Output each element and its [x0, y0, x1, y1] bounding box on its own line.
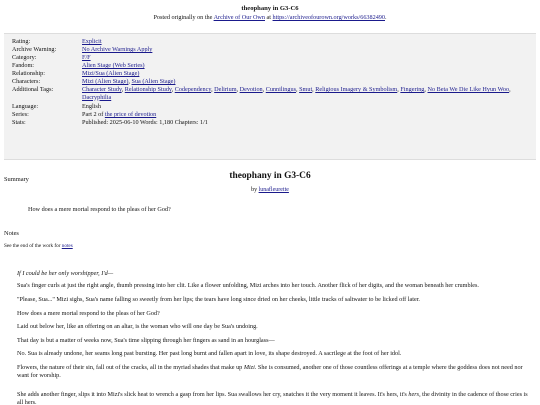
story-paragraph: "Please, Sua..." Mizi sighs, Sua's name falling so sweetly from her lips; the tears have long since dried on her cheeks, little tracks of saltwater to be licked off later. — [17, 296, 420, 303]
meta-label: Category: — [12, 54, 37, 61]
story-paragraph: That day is but a matter of weeks now, Sua's time slipping through her fingers as sand in an hourglass— — [17, 337, 275, 344]
work-url-link[interactable]: https://archiveofourown.org/works/66382490 — [272, 14, 385, 22]
meta-label: Stats: — [12, 119, 26, 126]
notes-end-line — [4, 243, 73, 250]
tag-link[interactable]: Codependency — [174, 86, 212, 93]
story-paragraph: How does a mere mortal respond to the pleas of her God? — [17, 310, 160, 317]
meta-label: Additional Tags: — [12, 86, 54, 93]
posted-suffix: . — [385, 14, 387, 22]
meta-label: Characters: — [12, 78, 41, 85]
document-header — [0, 0, 540, 22]
meta-label: Rating: — [12, 38, 31, 45]
byline-prefix: by — [251, 187, 259, 193]
fandom-link[interactable]: Alien Stage (Web Series) — [82, 62, 145, 69]
story-text: . She is consumed, another one of those countless offerings at a temple where the goddess does not need nor want for worship. — [17, 364, 523, 379]
tag-link[interactable]: Religious Imagery & Symbolism — [315, 86, 398, 93]
archive-link[interactable]: Archive of Our Own — [213, 14, 265, 22]
story-text: Flowers, the nature of their sin, fall out of the cracks, all in the myriad shades that make up — [17, 364, 244, 371]
character-link[interactable]: Sua (Alien Stage) — [131, 78, 176, 85]
story-emphasis: hers — [408, 391, 420, 398]
posted-mid: at — [264, 14, 273, 22]
tag-link[interactable]: Dacryphilia — [82, 93, 112, 101]
rating-link[interactable]: Explicit — [82, 38, 102, 45]
meta-label: Language: — [12, 103, 39, 110]
tag-link[interactable]: No Beta We Die Like Hyun Woo — [427, 86, 510, 93]
posted-prefix: Posted originally on the — [153, 14, 214, 22]
tag-link[interactable]: Relationship Study — [124, 86, 172, 93]
byline — [0, 187, 540, 195]
tag-link[interactable]: Cunnilingus — [265, 86, 296, 93]
notes-heading: Notes — [4, 230, 19, 237]
language-value: English — [82, 103, 101, 110]
stats-value: Published: 2025-06-10 Words: 1,180 Chapters: 1/1 — [82, 119, 208, 126]
tag-link[interactable]: Fingering — [400, 86, 425, 93]
tag-link[interactable]: Delirium — [214, 86, 237, 93]
story-paragraph: No. Sua is already undone, her seams long past bursting. Her past long burnt and fallen apart in love, its shape destroyed. A sacrilege at the foot of her idol. — [17, 350, 402, 357]
story-paragraph — [17, 364, 529, 380]
story-emphasis: Mizi — [243, 364, 255, 371]
relationship-link[interactable]: Mizi/Sua (Alien Stage) — [82, 70, 140, 77]
author-link[interactable]: lunafleurette — [258, 187, 289, 193]
warning-link[interactable]: No Archive Warnings Apply — [82, 46, 153, 53]
summary-text: How does a mere mortal respond to the pleas of her God? — [28, 206, 171, 213]
story-paragraph: Sua's finger curls at just the right angle, thumb pressing into her clit. Like a flower unfolding, Mizi arches into her touch. Another flick of her digits, and the woman beneath her crumbles. — [17, 282, 479, 289]
story-paragraph — [17, 270, 529, 278]
tag-link[interactable]: Devotion — [239, 86, 263, 93]
meta-label: Series: — [12, 111, 29, 118]
story-text: She adds another finger, slips it into Mizi's slick heat to wrench a gasp from her lips. Sua swallows her cry, snatches it the very moment it leaves. It's hers, it's — [17, 391, 409, 398]
notes-end-prefix: See the end of the work for — [4, 243, 62, 249]
story-paragraph: Laid out below her, like an offering on an altar, is the woman who will one day be Sua's undoing. — [17, 323, 258, 330]
story-text: , the divinity in the cadence of those cries is all hers. — [17, 391, 528, 405]
meta-label: Fandom: — [12, 62, 35, 69]
work-title: theophany in G3-C6 — [229, 171, 311, 181]
meta-label: Archive Warning: — [12, 46, 57, 53]
series-prefix: Part 2 of — [82, 111, 105, 118]
series-link[interactable]: the price of devotion — [104, 111, 157, 118]
story-paragraph — [17, 391, 529, 405]
category-link[interactable]: F/F — [82, 54, 91, 61]
meta-label: Relationship: — [12, 70, 45, 77]
tag-link[interactable]: Smut — [299, 86, 313, 93]
summary-heading: Summary — [4, 176, 29, 183]
character-link[interactable]: Mizi (Alien Stage) — [82, 78, 129, 85]
story-italic-line: If I could be her only worshipper, I'd— — [17, 270, 114, 277]
header-title: theophany in G3-C6 — [241, 5, 299, 12]
work-metadata: Rating: Explicit Archive Warning: No Archive Warnings Apply Category: F/F Fandom: Alien Stage (Web Series) Relationship: Mizi/Sua (Alien Stage) Characters: Mizi (Alien Stage), Sua (Alien Stage) Additional Tags: Character Study, Relationship Study, Codependency, Delirium, Devotion, Cunnilingus, Smut, Religious Imagery & Symbolism, Fingering, No Beta We Die Like Hyun Woo, Dacryphilia Language: English Series: Part 2 of the price of devotion Stats: Published: 2025-06-10 Words: 1,180 Chapters: 1/1 — [4, 33, 536, 160]
end-notes-link[interactable]: notes — [61, 243, 73, 249]
posted-line — [0, 14, 540, 22]
tag-link[interactable]: Character Study — [82, 86, 122, 93]
